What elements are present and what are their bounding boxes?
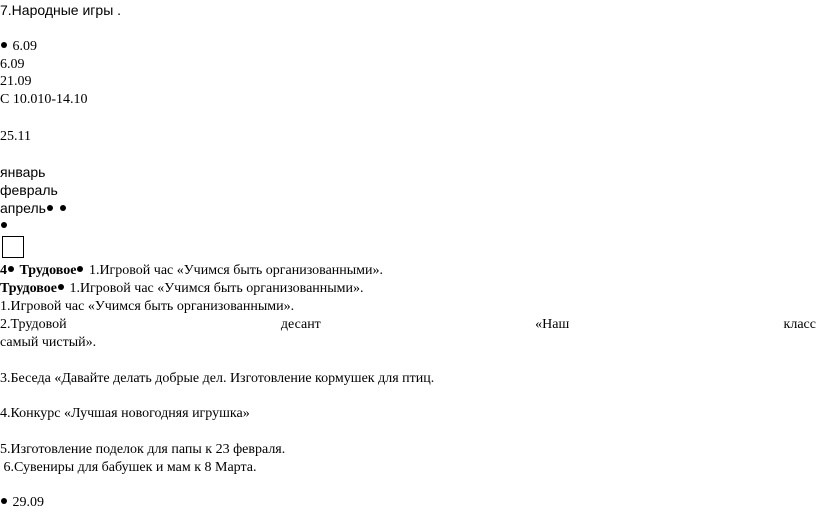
month-line: январь	[0, 164, 46, 180]
bullet-icon	[1, 222, 7, 228]
list-item: 5.Изготовление поделок для папы к 23 февраля.	[0, 442, 286, 457]
list-item: 6.Сувениры для бабушек и мам к 8 Марта.	[0, 460, 257, 475]
date-line: 6.09	[0, 38, 37, 55]
bullet-icon	[60, 205, 66, 211]
bullet-icon	[58, 284, 64, 290]
month-line: февраль	[0, 182, 58, 198]
list-item-continuation: самый чистый».	[0, 335, 97, 350]
bullet-icon	[8, 266, 14, 272]
bullet-icon	[47, 205, 53, 211]
bullet-icon	[77, 266, 83, 272]
date-line: 21.09	[0, 74, 32, 89]
list-item: 4.Конкурс «Лучшая новогодняя игрушка»	[0, 406, 250, 421]
date-line: 25.11	[0, 129, 31, 144]
work-line: Трудовое 1.Игровой час «Учимся быть организованными».	[0, 281, 364, 296]
empty-checkbox	[2, 236, 24, 258]
work-line: 4 Трудовое 1.Игровой час «Учимся быть организованными».	[0, 263, 384, 278]
date-line: С 10.010-14.10	[0, 92, 88, 107]
bullet-icon	[1, 498, 7, 504]
bullet-line	[0, 218, 9, 235]
list-item: 1.Игровой час «Учимся быть организованными».	[0, 299, 295, 314]
list-item: 3.Беседа «Давайте делать добрые дел. Изготовление кормушек для птиц.	[0, 371, 435, 386]
list-item: 2.Трудовой десант «Наш класс	[0, 317, 816, 332]
section-heading: 7.Народные игры .	[0, 2, 122, 18]
date-line: 29.09	[0, 494, 44, 511]
month-line: апрель	[0, 200, 68, 217]
date-line: 6.09	[0, 57, 25, 72]
bullet-icon	[1, 42, 7, 48]
